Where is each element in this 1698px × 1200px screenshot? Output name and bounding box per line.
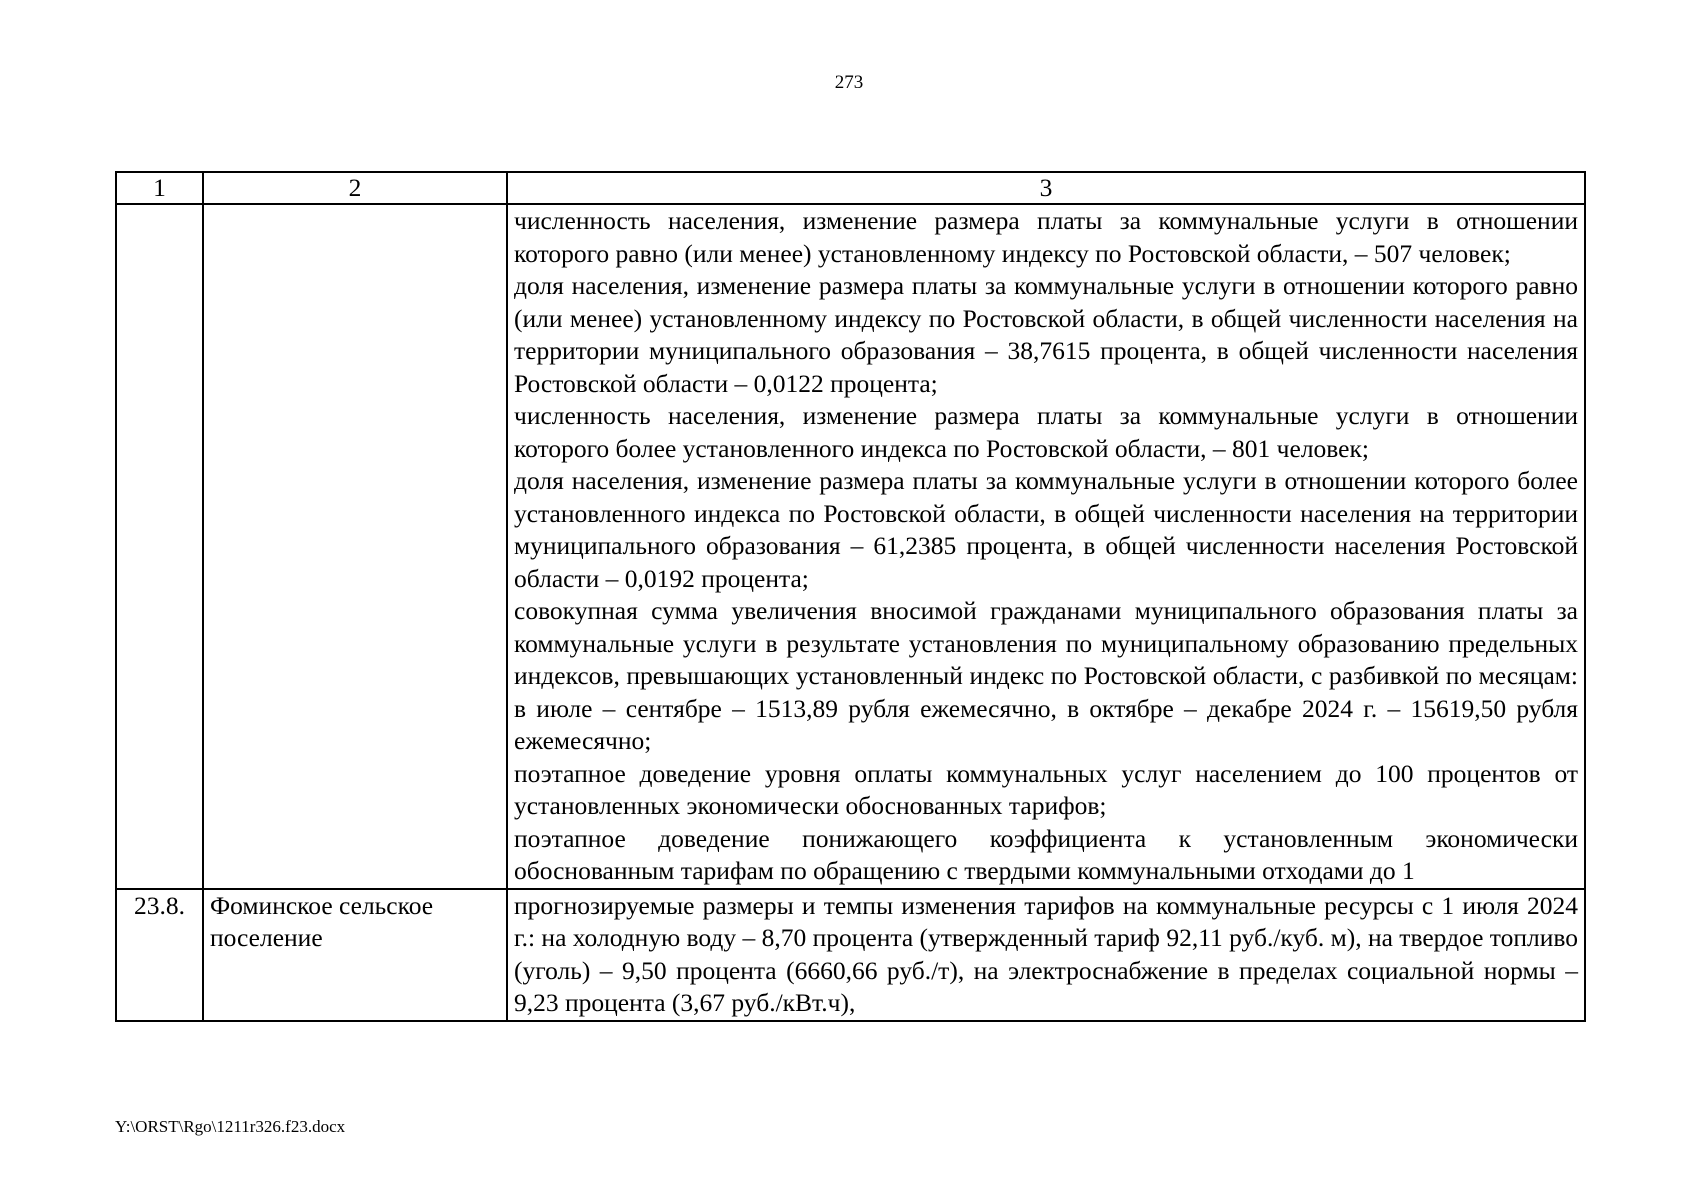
- footer-file-path: Y:\ORST\Rgo\1211r326.f23.docx: [115, 1117, 346, 1136]
- row-number-cell: [116, 204, 203, 889]
- column-header-3: 3: [507, 172, 1585, 204]
- paragraph: численность населения, изменение размера платы за коммунальные услуги в отношении которого более установленного индекса по Ростовской области, – 801 человек;: [514, 401, 1578, 463]
- row-name-cell: Фоминское сельское поселение: [203, 889, 507, 1021]
- paragraph: поэтапное доведение понижающего коэффициента к установленным экономически обоснованным тарифам по обращению с твердыми коммунальными отходами до 1: [514, 823, 1578, 885]
- column-header-2: 2: [203, 172, 507, 204]
- table-header-row: [116, 172, 1585, 204]
- table-row: [116, 204, 1585, 889]
- page-number: 273: [834, 72, 864, 93]
- paragraph: поэтапное доведение уровня оплаты коммунальных услуг населением до 100 процентов от установленных экономически обоснованных тарифов;: [514, 758, 1578, 820]
- row-content-cell: [507, 889, 1585, 1021]
- paragraph: прогнозируемые размеры и темпы изменения тарифов на коммунальные ресурсы с 1 июля 2024 г.: на холодную воду – 8,70 процента (утвержденный тариф 92,11 руб./куб. м), на твердое топливо (уголь) – 9,50 процента (6660,66 руб./т), на электроснабжение в пределах социальной нормы – 9,23 процента (3,67 руб./кВт.ч),: [514, 890, 1578, 1017]
- row-name-cell: [203, 204, 507, 889]
- document-table: [115, 171, 1586, 1022]
- paragraph: доля населения, изменение размера платы за коммунальные услуги в отношении которого равно (или менее) установленному индексу по Ростовской области, в общей численности населения на территории муниципального образования – 38,7615 процента, в общей численности населения Ростовской области – 0,0122 процента;: [514, 271, 1578, 398]
- paragraph: доля населения, изменение размера платы за коммунальные услуги в отношении которого более установленного индекса по Ростовской области, в общей численности населения на территории муниципального образования – 61,2385 процента, в общей численности населения Ростовской области – 0,0192 процента;: [514, 466, 1578, 593]
- row-content-cell: [507, 204, 1585, 889]
- paragraph: совокупная сумма увеличения вносимой гражданами муниципального образования платы за коммунальные услуги в результате установления по муниципальному образованию предельных индексов, превышающих установленный индекс по Ростовской области, с разбивкой по месяцам: в июле – сентябре – 1513,89 рубля ежемесячно, в октябре – декабре 2024 г. – 15619,50 рубля ежемесячно;: [514, 596, 1578, 755]
- paragraph: численность населения, изменение размера платы за коммунальные услуги в отношении которого равно (или менее) установленному индексу по Ростовской области, – 507 человек;: [514, 206, 1578, 268]
- row-number-cell: 23.8.: [116, 889, 203, 1021]
- column-header-1: 1: [116, 172, 203, 204]
- table-row: [116, 889, 1585, 1021]
